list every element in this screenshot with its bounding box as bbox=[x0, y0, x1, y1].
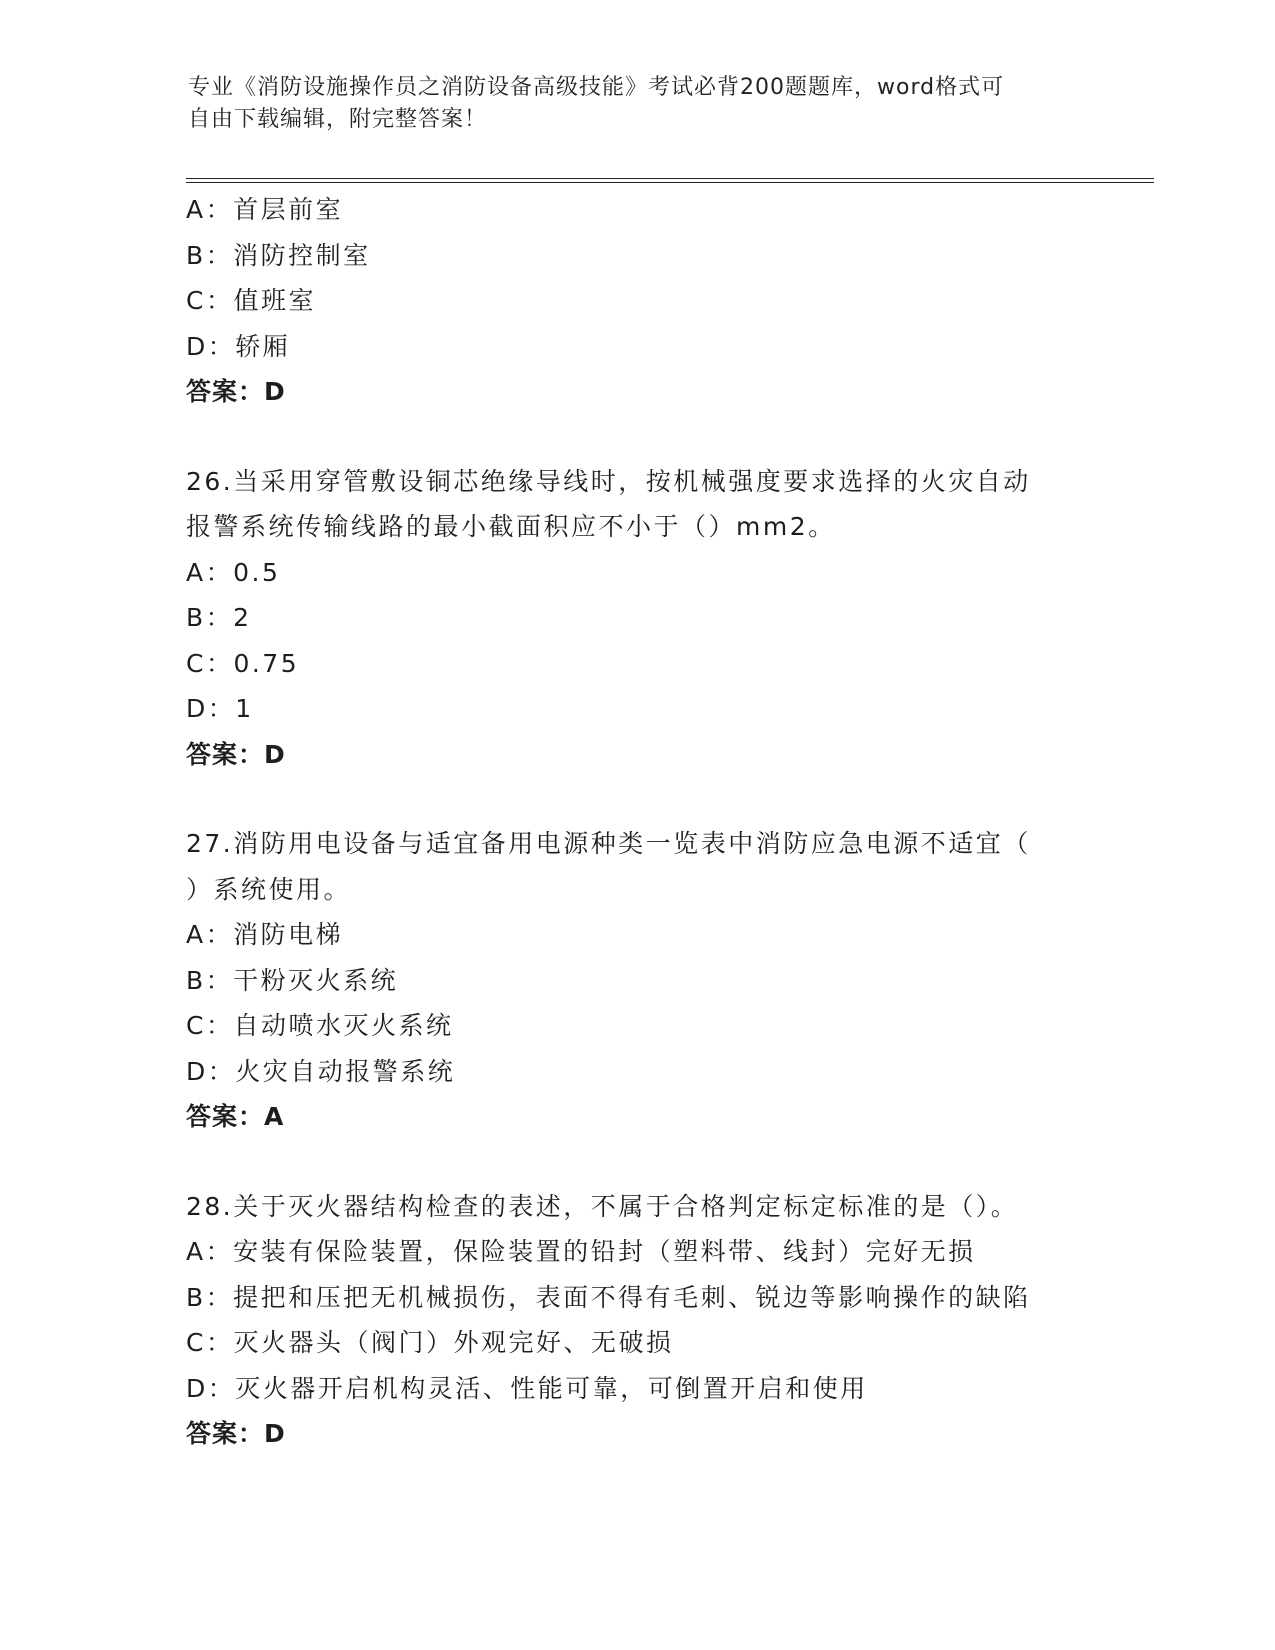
option-d: D：火灾自动报警系统 bbox=[186, 1056, 456, 1086]
option-c: C：灭火器头（阀门）外观完好、无破损 bbox=[186, 1328, 674, 1357]
answer: 答案：D bbox=[186, 377, 286, 406]
option-a: A：0.5 bbox=[186, 557, 281, 587]
option-c: C：值班室 bbox=[186, 286, 316, 315]
question-28 bbox=[186, 1184, 1086, 1457]
option-d: D：轿厢 bbox=[186, 331, 291, 361]
question-stem-line: 26.当采用穿管敷设铜芯绝缘导线时，按机械强度要求选择的火灾自动 bbox=[186, 466, 1031, 496]
option-b: B：2 bbox=[186, 603, 252, 632]
option-d: D：灭火器开启机构灵活、性能可靠，可倒置开启和使用 bbox=[186, 1373, 868, 1403]
spacer bbox=[186, 777, 1086, 821]
option-b: B：提把和压把无机械损伤，表面不得有毛刺、锐边等影响操作的缺陷 bbox=[186, 1282, 1031, 1312]
header-line-2: 自由下载编辑，附完整答案！ bbox=[188, 107, 488, 132]
option-a: A：消防电梯 bbox=[186, 920, 344, 949]
question-stem-line: ）系统使用。 bbox=[186, 874, 352, 904]
question-stem-line: 27.消防用电设备与适宜备用电源种类一览表中消防应急电源不适宜（ bbox=[186, 829, 1031, 858]
question-27 bbox=[186, 821, 1086, 1140]
option-c: C：0.75 bbox=[186, 648, 300, 678]
header-divider bbox=[186, 178, 1154, 183]
question-stem-line: 报警系统传输线路的最小截面积应不小于（）mm2。 bbox=[186, 512, 836, 541]
answer: 答案：A bbox=[186, 1102, 285, 1131]
option-b: B：干粉灭火系统 bbox=[186, 965, 399, 995]
question-stem-line: 28.关于灭火器结构检查的表述，不属于合格判定标定标准的是（）。 bbox=[186, 1191, 1019, 1221]
question-25 bbox=[186, 187, 1086, 415]
header-line-1: 专业《消防设施操作员之消防设备高级技能》考试必背200题题库，word格式可 bbox=[188, 75, 1005, 100]
option-d: D：1 bbox=[186, 694, 254, 723]
option-b: B：消防控制室 bbox=[186, 240, 371, 270]
spacer bbox=[186, 1140, 1086, 1184]
document-header bbox=[188, 72, 1068, 136]
option-a: A：安装有保险装置，保险装置的铅封（塑料带、线封）完好无损 bbox=[186, 1237, 976, 1266]
answer: 答案：D bbox=[186, 739, 286, 769]
option-a: A：首层前室 bbox=[186, 195, 344, 224]
option-c: C：自动喷水灭火系统 bbox=[186, 1011, 454, 1040]
spacer bbox=[186, 415, 1086, 459]
question-list bbox=[186, 187, 1086, 1457]
answer: 答案：D bbox=[186, 1419, 286, 1448]
question-26 bbox=[186, 459, 1086, 778]
